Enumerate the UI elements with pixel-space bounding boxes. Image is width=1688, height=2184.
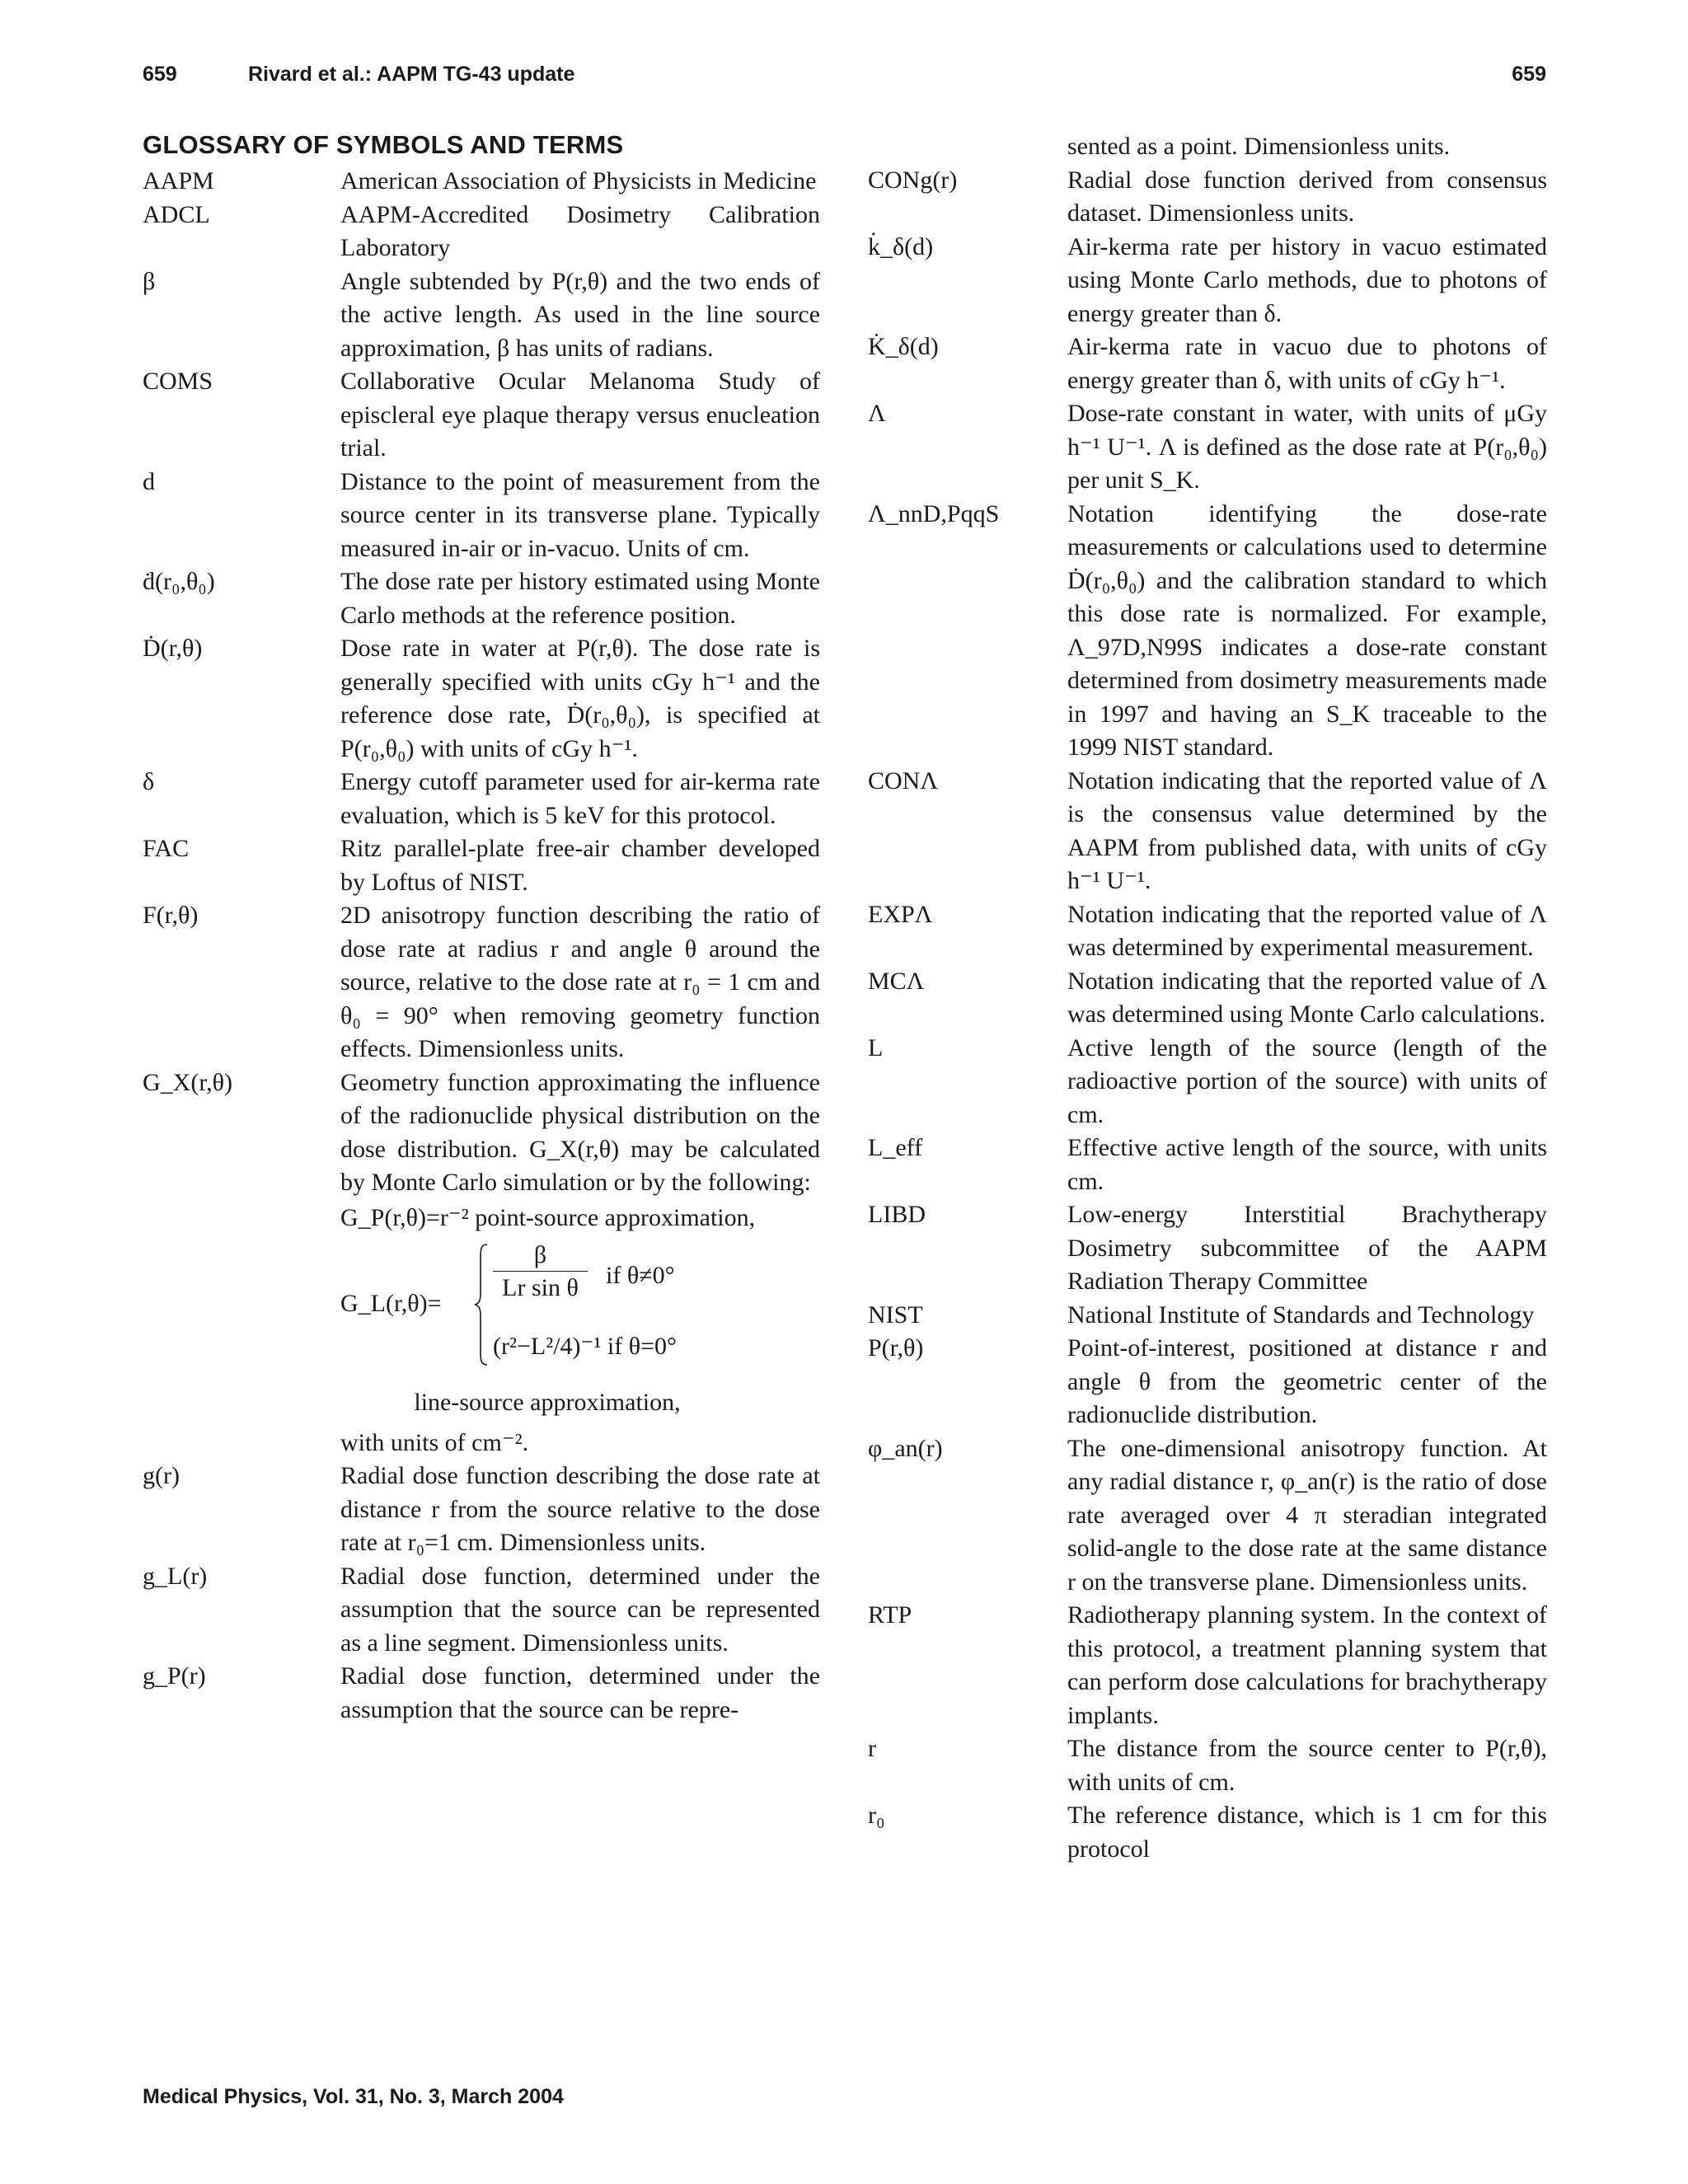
glossary-definition: The reference distance, which is 1 cm for this protocol bbox=[1067, 1802, 1547, 1863]
gl-label: G_L(r,θ)= bbox=[340, 1290, 442, 1317]
glossary-entry bbox=[143, 632, 820, 766]
glossary-definition: Radial dose function, determined under the assumption that the source can be repre- bbox=[340, 1662, 820, 1723]
glossary-entry bbox=[868, 1432, 1547, 1600]
glossary-entry bbox=[143, 165, 820, 199]
glossary-term: AAPM bbox=[143, 167, 214, 194]
glossary-definition: Angle subtended by P(r,θ) and the two ends of the active length. As used in the line source approximation, β has units of radians. bbox=[340, 267, 820, 362]
glossary-entry bbox=[868, 1198, 1547, 1299]
glossary-definition: Low-energy Interstitial Brachytherapy Dosimetry subcommittee of the AAPM Radiation Therapy Committee bbox=[1067, 1201, 1547, 1295]
glossary-entry bbox=[868, 397, 1547, 498]
glossary-definition: Distance to the point of measurement from the source center in its transverse plane. Typically measured in-air or in-vacuo. Units of cm. bbox=[340, 467, 820, 562]
point-source-formula: G_P(r,θ)=r⁻² point-source approximation, bbox=[340, 1203, 756, 1231]
geometry-formula bbox=[143, 1202, 820, 1460]
glossary-entry bbox=[143, 899, 820, 1066]
glossary-term: β bbox=[143, 267, 156, 295]
glossary-definition: Radial dose function, determined under the assumption that the source can be represented as a line segment. Dimensionless units. bbox=[340, 1562, 820, 1657]
glossary-definition: Effective active length of the source, with units cm. bbox=[1067, 1134, 1547, 1195]
glossary-entry bbox=[868, 1032, 1547, 1132]
glossary-definition: Point-of-interest, positioned at distance r and angle θ from the geometric center of the radionuclide distribution. bbox=[1067, 1334, 1547, 1428]
glossary-definition: Dose rate in water at P(r,θ). The dose rate is generally specified with units cGy h⁻¹ and the reference dose rate, Ḋ(r₀,θ₀), is specified at P(r₀,θ₀) with units of cGy h⁻¹. bbox=[340, 635, 820, 762]
glossary-definition: Radiotherapy planning system. In the context of this protocol, a treatment planning system that can perform dose calculations for brachytherapy implants. bbox=[1067, 1601, 1547, 1729]
glossary-definition: Notation identifying the dose-rate measurements or calculations used to determine Ḋ(r₀,θ₀) and the calibration standard to which this dose rate is normalized. For example, Λ_97D,N99S indicates a dose-rate constant determined from dosimetry measurements made in 1997 and having an S_K traceable to the 1999 NIST standard. bbox=[1067, 499, 1547, 761]
line-source-approx-label: line-source approximation, bbox=[414, 1389, 681, 1416]
glossary-definition: Collaborative Ocular Melanoma Study of episcleral eye plaque therapy versus enucleation trial. bbox=[340, 368, 820, 462]
glossary-term: d bbox=[143, 467, 155, 495]
glossary-term: FAC bbox=[143, 835, 190, 862]
glossary-term: COMS bbox=[143, 368, 213, 395]
glossary-entry bbox=[143, 766, 820, 832]
glossary-entry bbox=[143, 265, 820, 366]
running-title: Rivard et al.: AAPM TG-43 update bbox=[248, 63, 575, 86]
glossary-list-left-after bbox=[143, 1460, 820, 1727]
glossary-definition: Dose-rate constant in water, with units of μGy h⁻¹ U⁻¹. Λ is defined as the dose rate at P(r₀,θ₀) per unit S_K. bbox=[1067, 400, 1547, 494]
fraction-numerator: β bbox=[493, 1240, 588, 1272]
glossary-entry bbox=[868, 1732, 1547, 1799]
glossary-definition: American Association of Physicists in Medicine bbox=[340, 167, 817, 194]
fraction-denominator: Lr sin θ bbox=[502, 1274, 579, 1301]
glossary-term: φ_an(r) bbox=[868, 1434, 943, 1462]
glossary-term: F(r,θ) bbox=[143, 902, 199, 929]
glossary-entry bbox=[868, 765, 1547, 898]
glossary-entry bbox=[143, 1660, 820, 1727]
glossary-list-right bbox=[868, 164, 1547, 1867]
glossary-definition: Air-kerma rate per history in vacuo estimated using Monte Carlo methods, due to photons of energy greater than δ. bbox=[1067, 232, 1547, 327]
glossary-definition: The one-dimensional anisotropy function. At any radial distance r, φ_an(r) is the ratio of dose rate averaged over 4 π steradian integrated solid-angle to the dose rate at the same distance r on the transverse plane. Dimensionless units. bbox=[1067, 1434, 1547, 1596]
glossary-entry bbox=[868, 231, 1547, 331]
glossary-term: CONg(r) bbox=[868, 166, 958, 194]
glossary-list-left bbox=[143, 165, 820, 1200]
glossary-term: P(r,θ) bbox=[868, 1334, 924, 1361]
glossary-definition: Notation indicating that the reported value of Λ was determined by experimental measurement. bbox=[1067, 900, 1547, 961]
page-number-left: 659 bbox=[143, 63, 177, 86]
glossary-term: L_eff bbox=[868, 1134, 923, 1161]
glossary-definition: Notation indicating that the reported value of Λ is the consensus value determined by the AAPM from published data, with units of cGy h⁻¹ U⁻¹. bbox=[1067, 766, 1547, 894]
glossary-entry bbox=[143, 1560, 820, 1661]
glossary-term: LIBD bbox=[868, 1201, 926, 1228]
glossary-entry bbox=[143, 365, 820, 466]
glossary-entry bbox=[143, 466, 820, 566]
glossary-entry bbox=[868, 1132, 1547, 1198]
right-column bbox=[868, 130, 1547, 1866]
glossary-definition: 2D anisotropy function describing the ratio of dose rate at radius r and angle θ around the source, relative to the dose rate at r₀ = 1 cm and θ₀ = 90° when removing geometry function effects. Dimensionless units. bbox=[340, 902, 820, 1062]
glossary-term: NIST bbox=[868, 1301, 923, 1329]
continued-definition bbox=[868, 130, 1547, 164]
glossary-heading: GLOSSARY OF SYMBOLS AND TERMS bbox=[143, 130, 624, 159]
glossary-definition: Active length of the source (length of the radioactive portion of the source) with units of cm. bbox=[1067, 1033, 1547, 1128]
glossary-term: k̇_δ(d) bbox=[868, 232, 934, 260]
left-column bbox=[143, 130, 820, 1727]
glossary-term: K̇_δ(d) bbox=[868, 333, 939, 360]
glossary-definition: Geometry function approximating the influence of the radionuclide physical distribution on the dose distribution. G_X(r,θ) may be calculated by Monte Carlo simulation or by the following: bbox=[340, 1068, 820, 1196]
glossary-definition: Notation indicating that the reported value of Λ was determined using Monte Carlo calculations. bbox=[1067, 967, 1547, 1028]
glossary-definition: Radial dose function derived from consensus dataset. Dimensionless units. bbox=[1067, 166, 1547, 227]
page-header bbox=[143, 63, 1546, 96]
glossary-entry bbox=[868, 1799, 1547, 1866]
line-source-formula bbox=[340, 1240, 820, 1386]
page-number-right: 659 bbox=[1512, 63, 1546, 86]
condition-theta-nonzero: if θ≠0° bbox=[606, 1262, 675, 1289]
glossary-entry bbox=[143, 1066, 820, 1200]
glossary-term: CONΛ bbox=[868, 766, 939, 794]
glossary-entry bbox=[868, 1299, 1547, 1333]
journal-footer: Medical Physics, Vol. 31, No. 3, March 2004 bbox=[143, 2085, 564, 2108]
glossary-term: δ bbox=[143, 768, 155, 795]
glossary-entry bbox=[868, 1332, 1547, 1432]
glossary-definition: Energy cutoff parameter used for air-kerma rate evaluation, which is 5 keV for this protocol. bbox=[340, 768, 820, 829]
glossary-term: MCΛ bbox=[868, 967, 925, 995]
glossary-definition: AAPM-Accredited Dosimetry Calibration Laboratory bbox=[340, 200, 820, 261]
left-brace-icon bbox=[474, 1243, 489, 1366]
glossary-term: L bbox=[868, 1033, 884, 1062]
glossary-term: Λ bbox=[868, 400, 886, 427]
glossary-definition: The distance from the source center to P(r,θ), with units of cm. bbox=[1067, 1735, 1547, 1796]
glossary-term: g_L(r) bbox=[143, 1562, 208, 1590]
glossary-entry bbox=[143, 1460, 820, 1560]
glossary-term: ḋ(r₀,θ₀) bbox=[143, 568, 215, 595]
continued-text: sented as a point. Dimensionless units. bbox=[1067, 133, 1451, 160]
glossary-term: g_P(r) bbox=[143, 1662, 206, 1690]
glossary-term: r bbox=[868, 1735, 876, 1762]
glossary-term: Λ_nnD,PqqS bbox=[868, 499, 1000, 527]
glossary-entry bbox=[868, 898, 1547, 965]
geometry-units: with units of cm⁻². bbox=[340, 1428, 529, 1456]
glossary-definition: The dose rate per history estimated using Monte Carlo methods at the reference position. bbox=[340, 568, 820, 629]
glossary-entry bbox=[143, 565, 820, 632]
glossary-definition: Air-kerma rate in vacuo due to photons of energy greater than δ, with units of cGy h⁻¹. bbox=[1067, 333, 1547, 394]
glossary-entry bbox=[868, 965, 1547, 1032]
glossary-entry bbox=[143, 199, 820, 265]
fraction bbox=[493, 1240, 588, 1305]
glossary-term: EXPΛ bbox=[868, 900, 933, 928]
glossary-entry bbox=[868, 1599, 1547, 1732]
glossary-entry bbox=[868, 498, 1547, 765]
glossary-term: G_X(r,θ) bbox=[143, 1068, 232, 1096]
glossary-term: r₀ bbox=[868, 1802, 885, 1829]
glossary-term: RTP bbox=[868, 1601, 912, 1629]
glossary-entry bbox=[143, 832, 820, 899]
glossary-definition: National Institute of Standards and Technology bbox=[1067, 1301, 1535, 1329]
glossary-term: ADCL bbox=[143, 200, 210, 228]
glossary-term: g(r) bbox=[143, 1462, 180, 1489]
case-theta-zero: (r²−L²/4)⁻¹ if θ=0° bbox=[493, 1333, 677, 1360]
glossary-entry bbox=[868, 330, 1547, 397]
glossary-entry bbox=[868, 164, 1547, 231]
glossary-definition: Ritz parallel-plate free-air chamber developed by Loftus of NIST. bbox=[340, 835, 820, 896]
glossary-term: Ḋ(r,θ) bbox=[143, 635, 203, 662]
glossary-definition: Radial dose function describing the dose rate at distance r from the source relative to the dose rate at r₀=1 cm. Dimensionless units. bbox=[340, 1462, 820, 1556]
